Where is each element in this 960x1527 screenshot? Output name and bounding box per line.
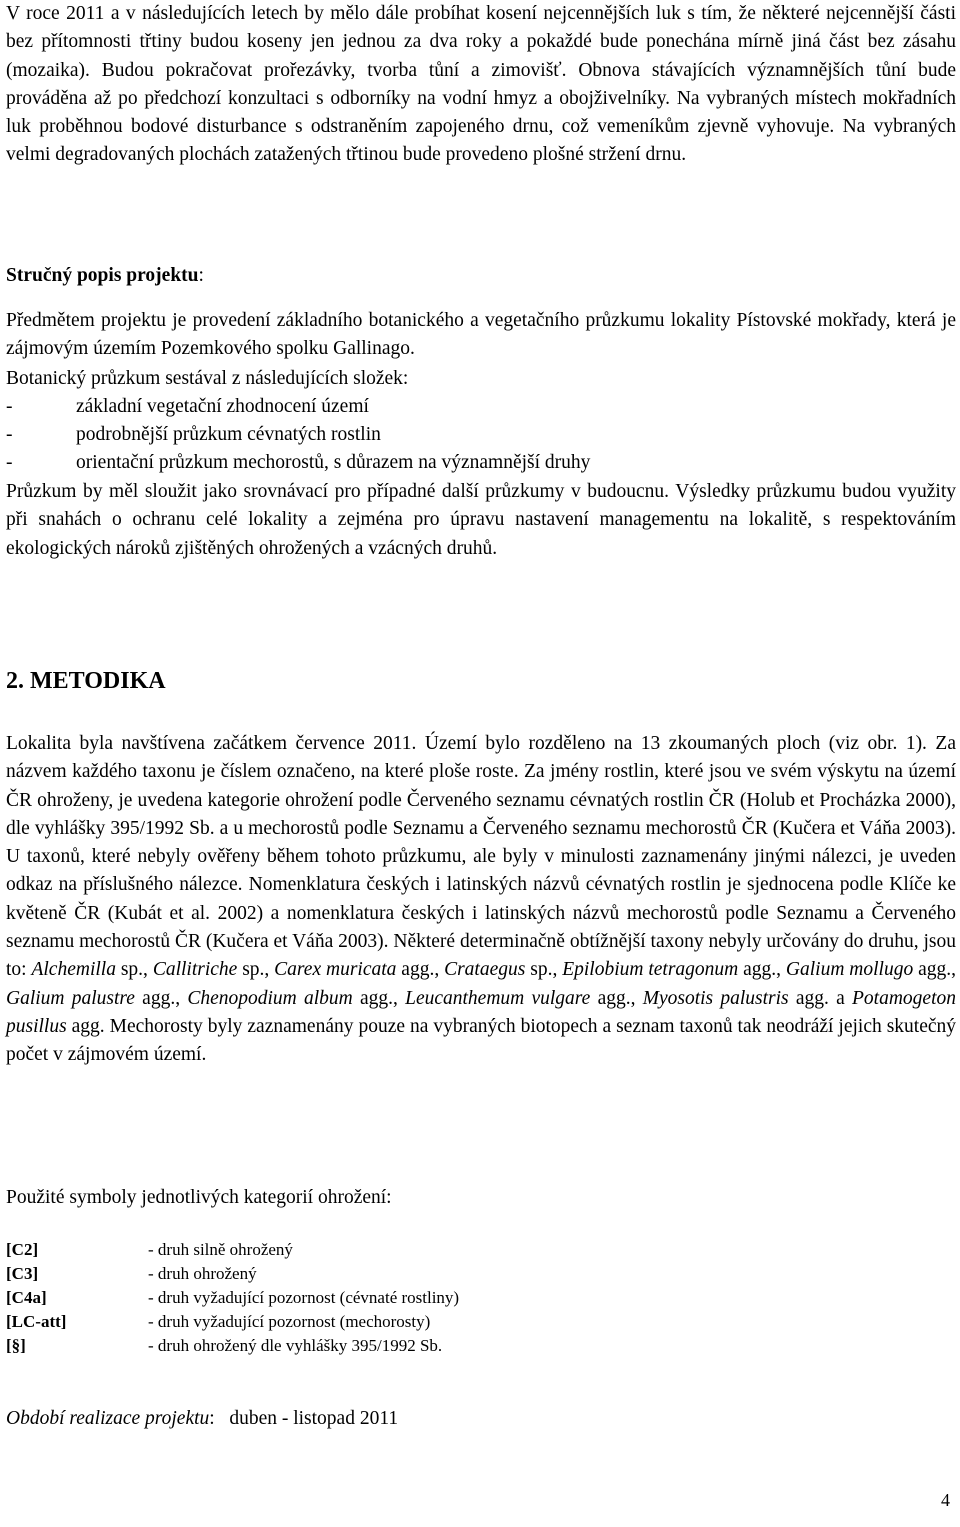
taxon-name: Galium mollugo <box>785 959 914 981</box>
taxon-name: Galium palustre <box>6 987 135 1009</box>
list-item <box>6 393 369 421</box>
period-value: duben - listopad 2011 <box>229 1408 399 1429</box>
taxon-name: Crataegus <box>444 959 526 981</box>
symbol-description: - druh vyžadující pozornost (cévnaté rostliny) <box>148 1288 460 1307</box>
symbol-code: [C3] <box>6 1264 39 1283</box>
symbol-code: [C4a] <box>6 1288 47 1307</box>
project-period <box>6 1405 398 1433</box>
period-colon: : <box>209 1408 215 1429</box>
taxon-name: Alchemilla <box>31 959 116 981</box>
taxon-suffix: sp., <box>237 959 275 981</box>
taxon-suffix: sp., <box>525 959 563 981</box>
list-dash: - <box>6 424 13 445</box>
list-item <box>6 449 590 477</box>
taxon-name: Chenopodium album <box>187 987 353 1009</box>
symbol-code: [C2] <box>6 1240 39 1259</box>
taxon-suffix: agg., <box>590 987 643 1009</box>
symbol-description: - druh ohrožený dle vyhlášky 395/1992 Sb. <box>148 1336 443 1355</box>
symbol-description: - druh vyžadující pozornost (mechorosty) <box>148 1312 431 1331</box>
taxon-suffix: agg., <box>396 959 445 981</box>
taxon-name: Potamogeton pusillus <box>6 987 956 1037</box>
list-item-text: orientační průzkum mechorostů, s důrazem na významnější druhy <box>76 452 591 473</box>
taxon-name: Myosotis palustris <box>642 987 789 1009</box>
taxon-suffix: agg., <box>738 959 786 981</box>
symbol-description: - druh silně ohrožený <box>148 1240 293 1259</box>
brief-heading-text: Stručný popis projektu <box>6 265 199 286</box>
paragraph-survey-intro: Botanický průzkum sestával z následujících složek: <box>6 368 409 389</box>
taxon-suffix: agg. a <box>788 987 853 1009</box>
list-dash: - <box>6 452 13 473</box>
paragraph-management: V roce 2011 a v následujících letech by mělo dále probíhat kosení nejcennějších luk s tím, že některé nejcennější části bez přítomnosti třtiny budou koseny jen jednou za dva roky a pokaždé bude ponechána mírně jiná část bez zásahu (mozaika). Budou pokračovat prořezávky, tvorba tůní a zimovišť. Obnova stávajících významnějších tůní bude prováděna až po předchozí konzultaci s odborníky na vodní hmyz a obojživelníky. Na vybraných místech mokřadních luk proběhnou bodové disturbance s odstraněním zapojeného drnu, což vemeníkům zjevně vyhovuje. Na vybraných velmi degradovaných plochách zatažených třtinou bude provedeno plošné stržení drnu. <box>6 3 956 166</box>
taxon-name: Leucanthemum vulgare <box>405 987 591 1009</box>
list-item <box>6 421 381 449</box>
period-label: Období realizace projektu <box>6 1408 210 1429</box>
list-item-text: základní vegetační zhodnocení území <box>76 396 369 417</box>
paragraph-survey-outcome: Průzkum by měl sloužit jako srovnávací pro případné další průzkumy v budoucnu. Výsledky průzkumu budou využity při snahách o ochranu celé lokality a zejména pro úpravu nastavení managementu na lokalitě, s respektováním ekologických nároků zjištěných ohrožených a vzácných druhů. <box>6 481 956 559</box>
taxon-suffix: sp., <box>115 959 153 981</box>
paragraph-project-subject: Předmětem projektu je provedení základního botanického a vegetačního průzkumu lokality Pístovské mokřady, která je zájmovým územím Pozemkového spolku Gallinago. <box>6 310 956 360</box>
taxon-name: Callitriche <box>152 959 238 981</box>
paragraph-methodology <box>6 730 956 1070</box>
section-heading-brief <box>6 262 204 290</box>
taxon-name: Epilobium tetragonum <box>562 959 739 981</box>
symbol-code: [§] <box>6 1336 26 1355</box>
taxon-suffix: agg. <box>66 1015 105 1037</box>
methodology-text-end: Mechorosty byly zaznamenány pouze na vybraných biotopech a seznam taxonů tak neodráží jejich skutečný počet v zájmovém území. <box>6 1015 957 1066</box>
page-number: 4 <box>941 1490 950 1510</box>
list-dash: - <box>6 396 13 417</box>
taxon-suffix: agg., <box>134 987 188 1009</box>
symbols-heading: Použité symboly jednotlivých kategorií ohrožení: <box>6 1187 392 1208</box>
brief-heading-colon: : <box>198 265 204 286</box>
list-item-text: podrobnější průzkum cévnatých rostlin <box>76 424 381 445</box>
symbol-description: - druh ohrožený <box>148 1264 257 1283</box>
taxon-name: Carex muricata <box>274 959 397 981</box>
taxon-suffix: agg., <box>352 987 406 1009</box>
taxon-suffix: agg., <box>913 959 957 981</box>
section-heading-method: 2. METODIKA <box>6 668 166 694</box>
methodology-text: Lokalita byla navštívena začátkem července 2011. Území bylo rozděleno na 13 zkoumaných ploch (viz obr. 1). Za názvem každého taxonu je číslem označeno, na které ploše roste. Za jmény rostlin, které jsou ve svém výskytu na území ČR ohroženy, je uvedena kategorie ohrožení podle Červeného seznamu cévnatých rostlin ČR (Holub et Procházka 2000), dle vyhlášky 395/1992 Sb. a u mechorostů podle Seznamu a Červeného seznamu mechorostů ČR (Kučera et Váňa 2003). U taxonů, které nebyly ověřeny během tohoto průzkumu, ale byly v minulosti zaznamenány jinými nálezci, je uveden odkaz na příslušného nálezce. Nomenklatura českých i latinských názvů cévnatých rostlin je sjednocena podle Klíče ke květeně ČR (Kubát et al. 2002) a nomenklatura českých i latinských názvů mechorostů podle Seznamu a Červeného seznamu mechorostů ČR (Kučera et Váňa 2003). Některé determinačně obtížnější taxony nebyly určovány do druhu, jsou to: <box>6 733 956 981</box>
symbol-code: [LC-att] <box>6 1312 67 1331</box>
